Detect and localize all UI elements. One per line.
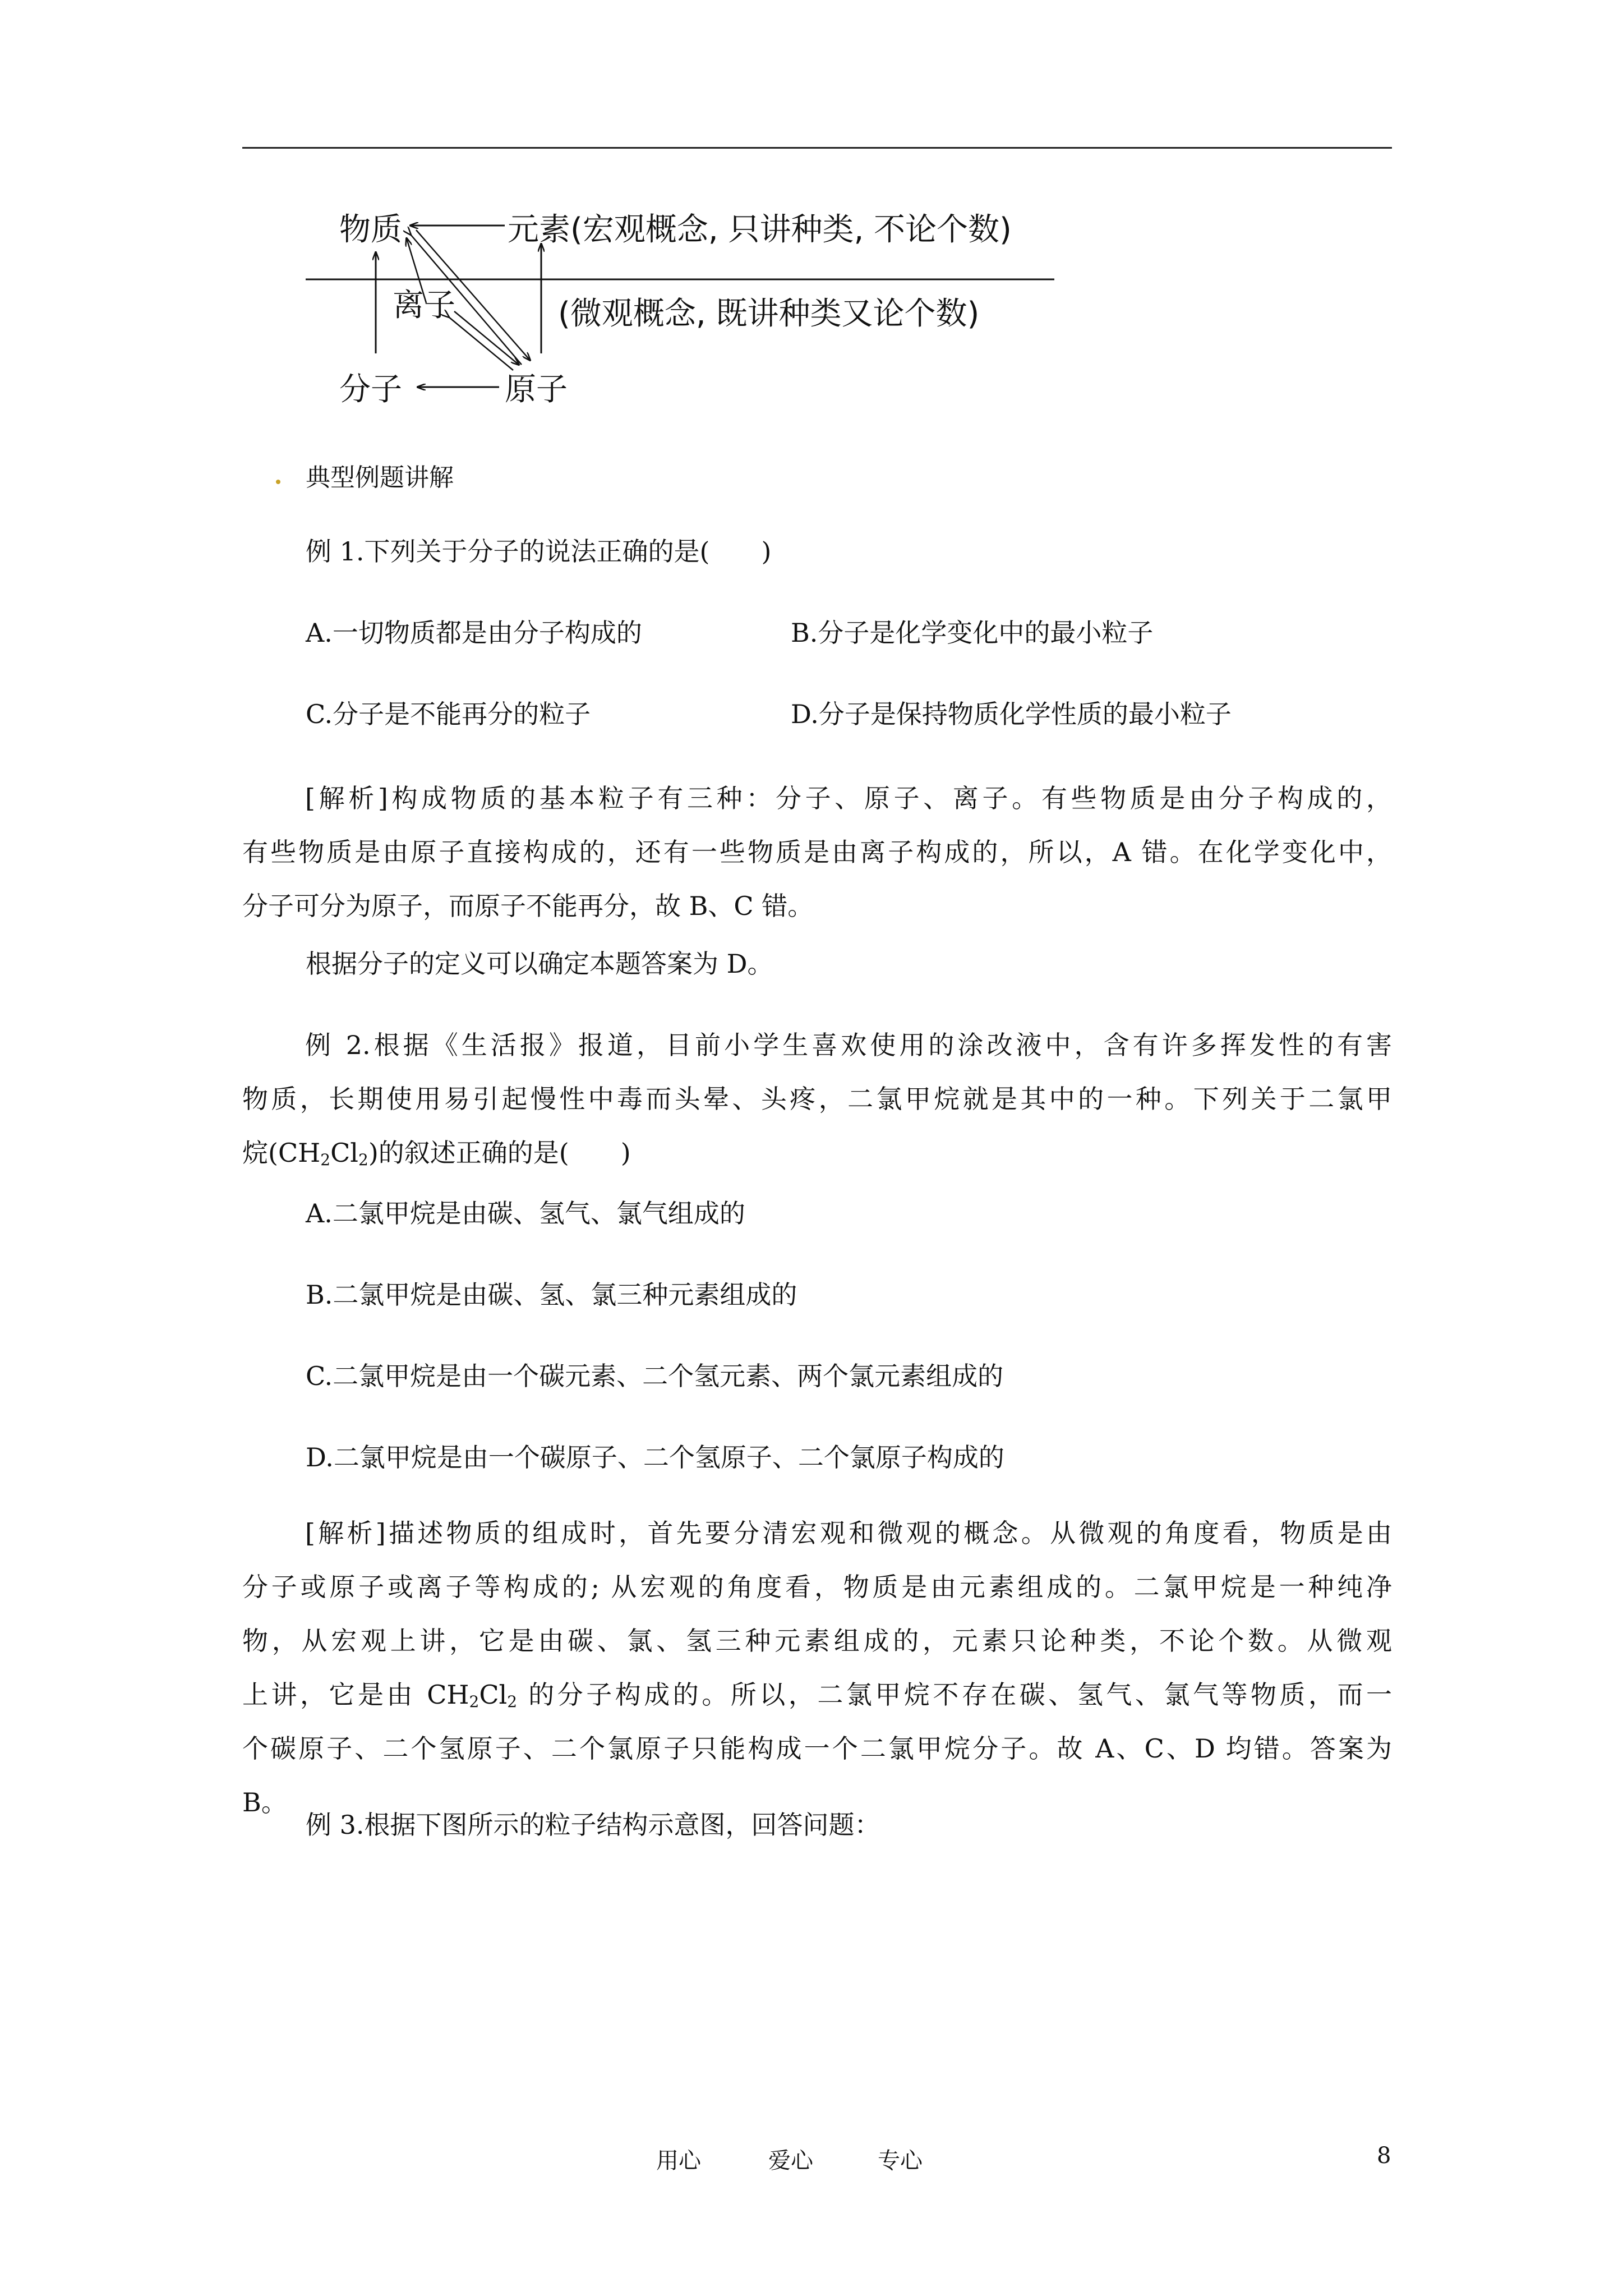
ex1-option-a: A.一切物质都是由分子构成的 [306, 618, 642, 648]
footer-zhuanxin: 专心 [878, 2148, 923, 2174]
ex2-question-line: 例 2.根据《生活报》报道，目前小学生喜欢使用的涂改液中，含有许多挥发性的有害 [305, 1030, 1392, 1060]
footer-yongxin: 用心 [656, 2148, 701, 2174]
ex2-option-c: C.二氯甲烷是由一个碳元素、二个氢元素、两个氯元素组成的 [306, 1361, 1004, 1391]
header-rule [242, 147, 1392, 149]
ex2-analysis-line: 物，从宏观上讲，它是由碳、氯、氢三种元素组成的，元素只论种类，不论个数。从微观 [242, 1626, 1392, 1656]
ex2-analysis [242, 1506, 1392, 1829]
section-title: 典型例题讲解 [306, 463, 454, 492]
ex2-option-d: D.二氯甲烷是由一个碳原子、二个氢原子、二个氯原子构成的 [306, 1442, 1004, 1473]
concept-diagram [292, 185, 1066, 426]
ex2-analysis-line: B。 [242, 1787, 287, 1818]
footer-aixin: 爱心 [768, 2148, 813, 2174]
node-lizi: 离子 [393, 287, 455, 324]
bullet-dot [276, 480, 280, 484]
ex1-analysis-line: 分子可分为原子，而原子不能再分，故 B、C 错。 [242, 891, 814, 921]
ex3-question: 例 3.根据下图所示的粒子结构示意图，回答问题： [306, 1810, 880, 1840]
ex1-analysis-line: 有些物质是由原子直接构成的，还有一些物质是由离子构成的，所以，A 错。在化学变化中， [242, 837, 1392, 867]
ex1-option-b: B.分子是化学变化中的最小粒子 [791, 618, 1154, 648]
page-number: 8 [1377, 2143, 1391, 2169]
ex2-question-line: 物质，长期使用易引起慢性中毒而头晕、头疼，二氯甲烷就是其中的一种。下列关于二氯甲 [242, 1084, 1392, 1114]
node-fenzi: 分子 [339, 371, 402, 408]
ex2-question-line: 烷$(CH_2Cl_2)$的叙述正确的是( ) [242, 1138, 631, 1169]
ex2-option-b: B.二氯甲烷是由碳、氢、氯三种元素组成的 [306, 1280, 797, 1310]
node-wuzhi: 物质 [339, 211, 402, 248]
ex2-analysis-line: 个碳原子、二个氢原子、二个氯原子只能构成一个二氯甲烷分子。故 A、C、D 均错。答案为 [242, 1733, 1392, 1764]
ex2-option-a: A.二氯甲烷是由碳、氢气、氯气组成的 [306, 1198, 745, 1228]
ex2-analysis-line: [解析]描述物质的组成时，首先要分清宏观和微观的概念。从微观的角度看，物质是由 [305, 1518, 1392, 1548]
micro-label: (微观概念, 既讲种类又论个数) [558, 296, 980, 332]
ex1-conclusion: 根据分子的定义可以确定本题答案为 D。 [306, 949, 773, 979]
ex1-question: 例 1.下列关于分子的说法正确的是( ) [306, 536, 772, 567]
ex1-analysis [242, 771, 1392, 933]
ex2-question [242, 1018, 1392, 1180]
ex1-option-d: D.分子是保持物质化学性质的最小粒子 [791, 699, 1232, 729]
ex1-option-c: C.分子是不能再分的粒子 [306, 699, 591, 729]
node-yuansu: 元素(宏观概念, 只讲种类, 不论个数) [508, 211, 1012, 248]
ex2-analysis-line: 分子或原子或离子等构成的; 从宏观的角度看，物质是由元素组成的。二氯甲烷是一种纯净 [242, 1572, 1392, 1602]
ex1-analysis-line: [解析]构成物质的基本粒子有三种：分子、原子、离子。有些物质是由分子构成的， [305, 783, 1392, 813]
node-yuanzi: 原子 [505, 371, 568, 408]
ex2-analysis-line: 上讲，它是由 $CH_2Cl_2$ 的分子构成的。所以，二氯甲烷不存在碳、氢气、氯气等物质，而一 [242, 1680, 1393, 1711]
